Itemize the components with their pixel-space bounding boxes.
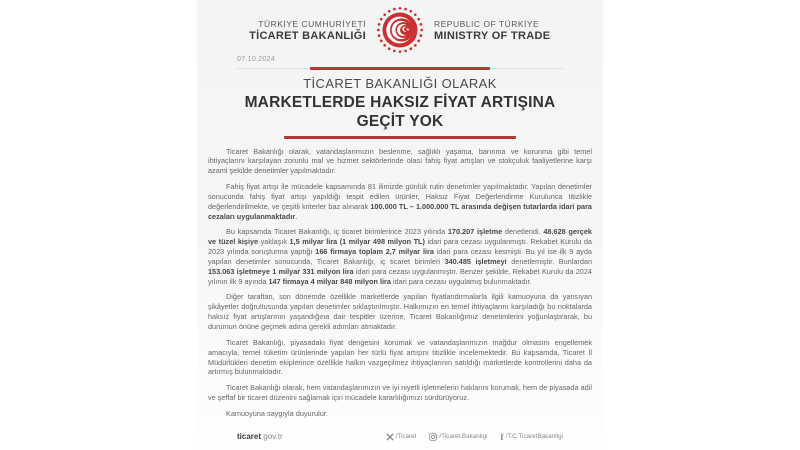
announcement-date: 07.10.2024 bbox=[237, 56, 276, 63]
header-english-line2: MINISTRY OF TRADE bbox=[434, 29, 551, 42]
header-turkish-line2: TİCARET BAKANLIĞI bbox=[249, 29, 366, 42]
body-paragraph: Bu kapsamda Ticaret Bakanlığı, iç ticaret birimlerince 2023 yılında 170.207 işletme denetlendi. 48.628 gerçek ve tüzel kişiye yaklaşık 1,5 milyar lira (1 milyar 498 milyon TL) idari para cezası uygulanmıştı. Rekabet Kurulu da 2023 yılında soruşturma yaptığı 166 firmaya toplam 2,7 milyar lira idari para cezası kesmişti. Bu yıl ise ilk 9 ayda yapılan denetimler sonucunda, Ticaret Bakanlığı, iç ticaret birimleri 340.485 işletmeyi denetlemiştir. Bunlardan 153.063 işletmeye 1 milyar 331 milyon lira idari para cezası uygulanmıştır. Benzer şekilde, Rekabet Kurulu da 2024 yılının ilk 9 ayında 147 firmaya 4 milyar 848 milyon lira idari para cezası uygulamış bulunmaktadır. bbox=[208, 227, 593, 286]
facebook-link[interactable] bbox=[500, 433, 563, 441]
x-twitter-handle: /Ticaret bbox=[395, 433, 417, 440]
header-english bbox=[434, 19, 560, 42]
body-paragraphs bbox=[208, 147, 592, 425]
header-turkish bbox=[240, 19, 366, 42]
instagram-handle: /Ticaret.Bakanligi bbox=[439, 433, 488, 440]
title-top-rule bbox=[237, 67, 563, 70]
social-links bbox=[386, 433, 563, 441]
body-paragraph: Kamuoyuna saygıyla duyurulur. bbox=[226, 408, 328, 418]
body-paragraph: Ticaret Bakanlığı olarak, hem vatandaşlarımızın ve iyi niyetli işletmelerin haklarını korumak, hem de piyasada adil ve şeffaf bir ticaret düzenini sağlamak için mücadele kararlılığımızı sürdürüyoruz. bbox=[208, 383, 592, 403]
x-twitter-link[interactable] bbox=[386, 433, 417, 441]
title-line3: GEÇİT YOK bbox=[356, 113, 444, 130]
instagram-icon bbox=[429, 433, 437, 441]
body-paragraph: Ticaret Bakanlığı olarak, vatandaşlarımızın beslenme, sağlıklı yaşama, barınma ve korunma gibi temel ihtiyaçlarını karşılayan zorunlu mal ve hizmet sektörlerinde olası fahiş fiyat artışları ve stokçuluk faaliyetlerine karşı azami şekilde denetimler yapılmaktadır. bbox=[208, 146, 592, 176]
body-paragraph: Ticaret Bakanlığı, piyasadaki fiyat dengesini korumak ve vatandaşlarımızın mağdur olmasını engellemek amacıyla, temel tüketim ürünlerinde yapılan her türlü fiyat artışını titizlikle incelemektedir. Bu kapsamda, Ticaret İl Müdürlükleri denetim ekiplerince özellikle halkın vazgeçilmez ihtiyaçlarının satıldığı marketlerde kontrollerini daha da artırmış bulunmaktadır. bbox=[208, 337, 592, 377]
footer bbox=[237, 432, 563, 450]
header-english-line1: REPUBLIC OF TÜRKİYE bbox=[434, 18, 540, 29]
title-line1: TİCARET BAKANLIĞI OLARAK bbox=[303, 76, 497, 91]
ministry-of-trade-emblem-icon bbox=[375, 5, 425, 55]
title-bottom-rule bbox=[284, 136, 516, 139]
website-bold: ticaret bbox=[237, 432, 262, 441]
title-top-rule-red bbox=[310, 67, 490, 70]
announcement-title bbox=[197, 75, 603, 130]
title-line2: MARKETLERDE HAKSIZ FİYAT ARTIŞINA bbox=[244, 94, 556, 111]
website-rest: .gov.tr bbox=[261, 432, 283, 441]
header-turkish-line1: TÜRKİYE CUMHURİYETİ bbox=[258, 18, 366, 29]
x-twitter-icon bbox=[386, 433, 394, 441]
announcement-card bbox=[197, 0, 603, 450]
ministry-header bbox=[197, 5, 603, 55]
website-link[interactable] bbox=[237, 432, 283, 441]
body-paragraph: Fahiş fiyat artışı ile mücadele kapsamında 81 ilimizde günlük rutin denetimler yapılmaktadır. Yapılan denetimler sonucunda fahiş fiyat artışı yapıldığı tespit edilen ürünler, Haksız Fiyat Değerlendirme Kurulunca titizlikle değerlendirilmekte, ve çeşitli kriterler baz alınarak 100.000 TL – 1.000.000 TL arasında değişen tutarlarda idari para cezaları uygulanmaktadır. bbox=[208, 182, 592, 221]
instagram-link[interactable] bbox=[429, 433, 487, 441]
facebook-icon: f bbox=[500, 431, 504, 442]
body-paragraph: Diğer taraftan, son dönemde özellikle marketlerde yapılan fiyatlandırmalarla ilgili kamuoyuna da yansıyan şikâyetler doğrultusunda yapılan denetimler sıklaştırılmıştır. Halkımızın en temel ihtiyaçlarını karşıladığı bu noktalarda haksız fiyat artışlarının yaşandığına dair tespitler üzerine, Ticaret Bakanlığımız denetimlerini yoğunlaştırarak, bu durumun önüne geçmek adına gerekli adımları atmaktadır. bbox=[208, 292, 592, 331]
facebook-handle: /T.C.TicaretBakanligi bbox=[505, 433, 563, 440]
